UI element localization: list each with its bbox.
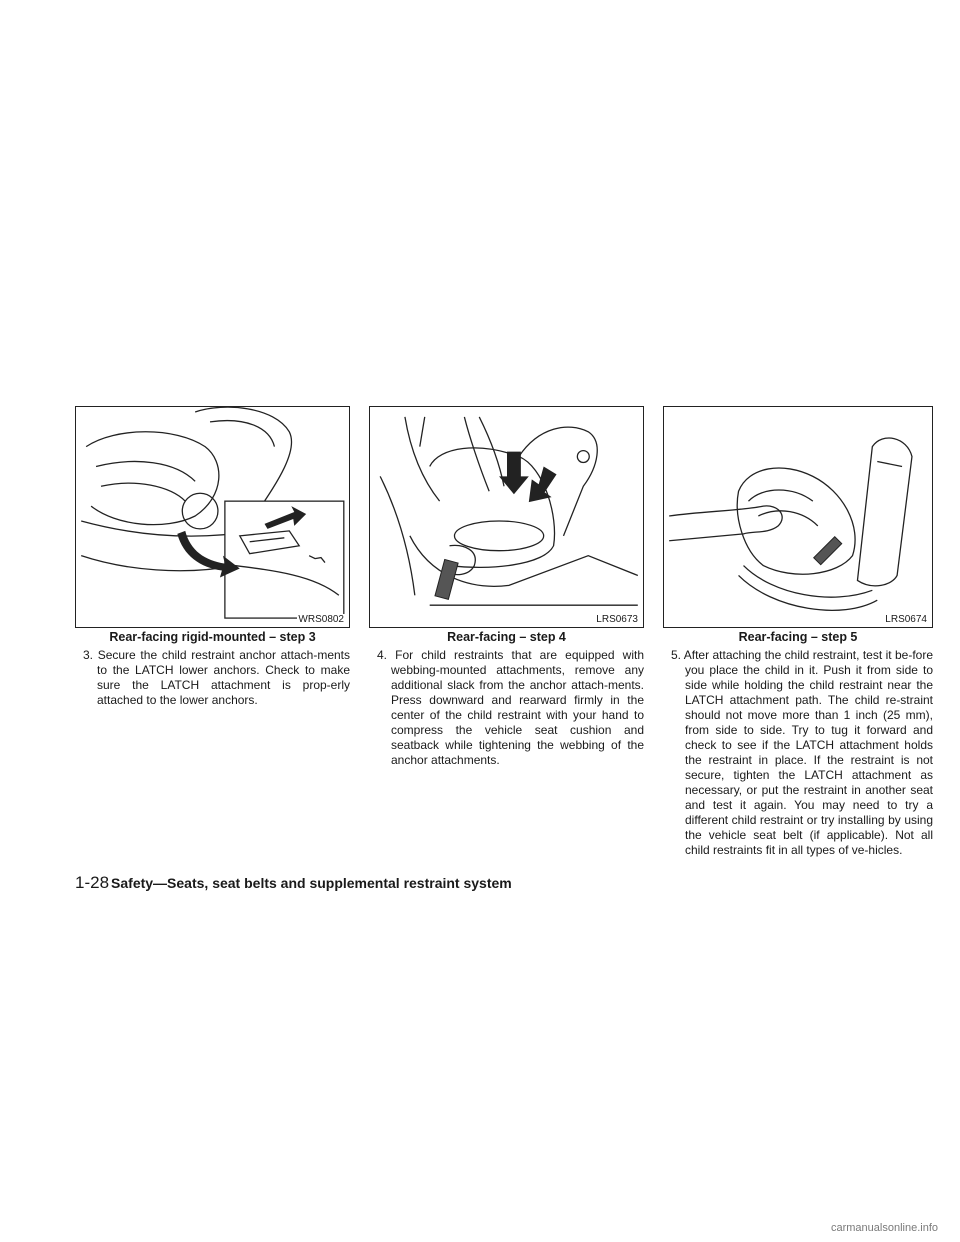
page-footer: [75, 873, 512, 893]
page-number: 1-28: [75, 873, 110, 892]
step-3-text: 3. Secure the child restraint anchor attach-ments to the LATCH lower anchors. Check to make sure the LATCH attachment is prop-erly attached to the lower anchors.: [83, 648, 350, 707]
figure-code: WRS0802: [298, 614, 344, 625]
figure-caption: Rear-facing rigid-mounted – step 3: [109, 630, 316, 644]
section-title: Safety—Seats, seat belts and supplemental restraint system: [111, 875, 512, 891]
figure-code: LRS0673: [596, 614, 638, 625]
figure-code: LRS0674: [885, 614, 927, 625]
figure-rear-facing-rigid-step-3: [75, 406, 350, 628]
figure-caption: Rear-facing – step 5: [738, 630, 858, 644]
illustration-seat-latch-anchor: [76, 407, 349, 627]
illustration-test-restraint: [664, 407, 932, 627]
column-step-5: [663, 406, 933, 858]
illustration-press-downward-hand: [370, 407, 643, 627]
column-step-4: [369, 406, 644, 768]
step-4-text: 4. For child restraints that are equipped with webbing-mounted attachments, remove any additional slack from the anchor attach-ments. Press downward and rearward firmly in the center of the child restraint with your hand to compress the vehicle seat cushion and seatback while tightening the webbing of the anchor attachments.: [377, 648, 644, 767]
figure-caption: Rear-facing – step 4: [447, 630, 566, 644]
figure-rear-facing-step-4: [369, 406, 644, 628]
step-5-text: 5. After attaching the child restraint, test it be-fore you place the child in it. Push it from side to side while holding the child restraint near the LATCH attachment path. The child re-straint should not move more than 1 inch (25 mm), from side to side. Try to tug it forward and check to see if the LATCH attachment holds the restraint in place. If the restraint is not secure, tighten the LATCH attachment as necessary, or put the restraint in another seat and test it again. You may need to try a different child restraint or try installing by using the vehicle seat belt (if applicable). Not all child restraints fit in all types of ve-hicles.: [671, 648, 933, 857]
figure-rear-facing-step-5: [663, 406, 933, 628]
column-step-3: [75, 406, 350, 708]
watermark-text: carmanualsonline.info: [830, 1222, 938, 1234]
